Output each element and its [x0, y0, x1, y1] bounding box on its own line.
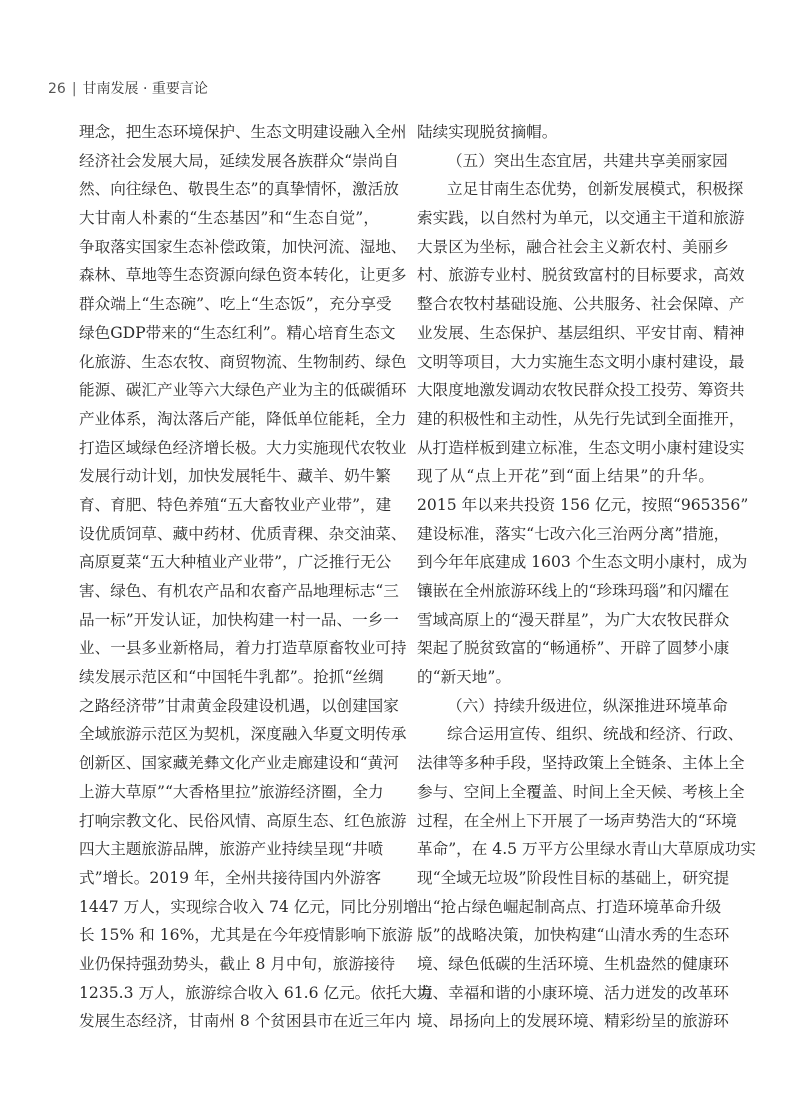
- text-line: 争取落实国家生态补偿政策，加快河流、湿地、: [79, 237, 407, 256]
- text-line: 打响宗教文化、民俗风情、高原生态、红色旅游: [79, 811, 407, 830]
- text-line: 陆续实现脱贫摘帽。: [417, 123, 558, 141]
- text-line: 的“新天地”。: [417, 668, 511, 687]
- text-line: 大甘南人朴素的“生态基因”和“生态自觉”，: [79, 209, 379, 228]
- text-line: 立足甘南生态优势，创新发展模式，积极探: [447, 180, 744, 199]
- text-line: 产业体系，淘汰落后产能，降低单位能耗，全力: [79, 409, 407, 428]
- text-line: （六）持续升级进位，纵深推进环境革命: [447, 696, 728, 715]
- text-line: 镶嵌在全州旅游环线上的“珍珠玛瑙”和闪耀在: [417, 582, 730, 600]
- text-line: 整合农牧村基础设施、公共服务、社会保障、产: [417, 295, 745, 314]
- running-header: [48, 78, 208, 98]
- text-line: 式”增长。2019 年，全州共接待国内外游客: [79, 868, 382, 887]
- text-line: 1447 万人，实现综合收入 74 亿元，同比分别增: [79, 897, 419, 916]
- text-line: 境、绿色低碳的生活环境、生机盎然的健康环: [417, 954, 729, 973]
- text-line: 从打造样板到建立标准，生态文明小康村建设实: [417, 438, 745, 457]
- text-line: 村、旅游专业村、脱贫致富村的目标要求，高效: [417, 266, 745, 285]
- text-line: 创新区、国家藏羌彝文化产业走廊建设和“黄河: [79, 754, 399, 773]
- text-line: 文明等项目，大力实施生态文明小康村建设，最: [417, 352, 745, 371]
- text-line: 全域旅游示范区为契机，深度融入华夏文明传承: [79, 725, 407, 744]
- text-line: 大景区为坐标，融合社会主义新农村、美丽乡: [417, 237, 729, 256]
- text-line: 续发展示范区和“中国牦牛乳都”。抢抓“丝绸: [79, 668, 384, 687]
- text-line: 经济社会发展大局，延续发展各族群众“崇尚自: [79, 151, 399, 170]
- text-line: 建设标准，落实“七改六化三治两分离”措施，: [417, 524, 730, 543]
- text-line: 革命”，在 4.5 万平方公里绿水青山大草原成功实: [417, 840, 756, 859]
- text-line: 过程，在全州上下开展了一场声势浩大的“环境: [417, 811, 737, 830]
- left-text-column: [79, 118, 433, 1036]
- text-line: 到今年年底建成 1603 个生态文明小康村，成为: [417, 553, 748, 572]
- text-line: 建的积极性和主动性，从先行先试到全面推开，: [417, 409, 745, 428]
- text-line: 育、育肥、特色养殖“五大畜牧业产业带”，建: [79, 495, 392, 514]
- text-line: 理念，把生态环境保护、生态文明建设融入全州: [79, 123, 407, 141]
- text-line: 业、一县多业新格局，着力打造草原畜牧业可持: [79, 639, 407, 658]
- right-text-column: [417, 118, 756, 1036]
- text-line: 之路经济带”甘肃黄金段建设机遇，以创建国家: [79, 696, 399, 715]
- text-line: 现“全域无垃圾”阶段性目标的基础上，研究提: [417, 868, 730, 887]
- text-line: 设优质饲草、藏中药材、优质青稞、杂交油菜、: [79, 524, 407, 543]
- text-line: 打造区域绿色经济增长极。大力实施现代农牧业: [79, 438, 407, 457]
- text-line: 参与、空间上全覆盖、时间上全天候、考核上全: [417, 782, 745, 801]
- text-line: 森林、草地等生态资源向绿色资本转化，让更多: [79, 266, 407, 285]
- text-line: 大限度地激发调动农牧民群众投工投劳、筹资共: [417, 381, 745, 400]
- text-line: 品一标”开发认证，加快构建一村一品、一乡一: [79, 610, 399, 629]
- text-line: 长 15% 和 16%，尤其是在今年疫情影响下旅游: [79, 926, 413, 945]
- text-line: 法律等多种手段，坚持政策上全链条、主体上全: [417, 754, 745, 773]
- text-line: 2015 年以来共投资 156 亿元，按照“965356”: [417, 495, 749, 514]
- text-line: 绿色GDP带来的“生态红利”。精心培育生态文: [79, 323, 396, 342]
- text-line: 架起了脱贫致富的“畅通桥”、开辟了圆梦小康: [417, 639, 730, 658]
- text-line: 害、绿色、有机农产品和农畜产品地理标志“三: [79, 582, 399, 600]
- text-line: 化旅游、生态农牧、商贸物流、生物制药、绿色: [79, 352, 407, 371]
- text-line: 现了从“点上开花”到“面上结果”的升华。: [417, 467, 714, 486]
- text-line: 四大主题旅游品牌，旅游产业持续呈现“井喷: [79, 840, 384, 859]
- text-line: 业发展、生态保护、基层组织、平安甘南、精神: [417, 323, 745, 342]
- text-line: 上游大草原”“大香格里拉”旅游经济圈，全力: [79, 782, 384, 801]
- text-line: 发展行动计划，加快发展牦牛、藏羊、奶牛繁: [79, 467, 391, 486]
- text-line: 索实践，以自然村为单元，以交通主干道和旅游: [417, 209, 745, 228]
- text-line: 发展生态经济，甘南州 8 个贫困县市在近三年内: [79, 1012, 411, 1031]
- text-line: 境、昂扬向上的发展环境、精彩纷呈的旅游环: [417, 1012, 729, 1031]
- section-title: 甘南发展 · 重要言论: [82, 81, 208, 97]
- text-line: 出“抢占绿色崛起制高点、打造环境革命升级: [417, 897, 722, 916]
- text-line: 雪域高原上的“漫天群星”，为广大农牧民群众: [417, 610, 730, 629]
- page-number: 26: [48, 81, 66, 97]
- text-line: 能源、碳汇产业等六大绿色产业为主的低碳循环: [79, 381, 407, 400]
- text-line: 1235.3 万人，旅游综合收入 61.6 亿元。依托大力: [79, 983, 433, 1002]
- text-line: （五）突出生态宜居，共建共享美丽家园: [447, 151, 728, 170]
- header-separator: |: [71, 81, 77, 97]
- text-line: 境、幸福和谐的小康环境、活力迸发的改革环: [417, 983, 729, 1002]
- text-line: 综合运用宣传、组织、统战和经济、行政、: [447, 725, 744, 744]
- text-line: 版”的战略决策，加快构建“山清水秀的生态环: [417, 926, 730, 945]
- text-line: 业仍保持强劲势头，截止 8 月中旬，旅游接待: [79, 954, 396, 973]
- text-line: 然、向往绿色、敬畏生态”的真挚情怀，激活放: [79, 180, 399, 199]
- text-line: 群众端上“生态碗”、吃上“生态饭”，充分享受: [79, 295, 392, 314]
- text-line: 高原夏菜“五大种植业产业带”，广泛推行无公: [79, 553, 392, 572]
